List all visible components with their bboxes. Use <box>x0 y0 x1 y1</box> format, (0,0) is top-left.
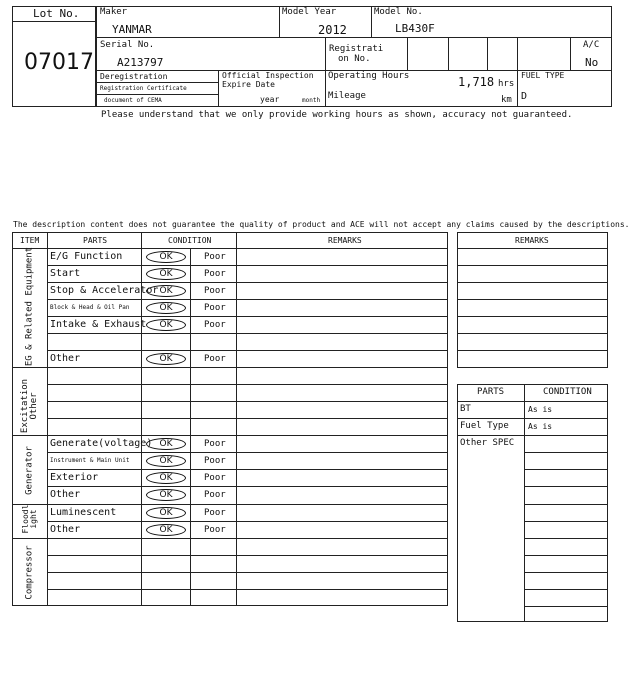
poor-label[interactable]: Poor <box>204 473 226 483</box>
registration-no-label-1: Registrati <box>329 44 384 54</box>
lot-no-value: 07017 <box>24 50 94 75</box>
model-no-label: Model No. <box>374 7 423 17</box>
ok-mark[interactable]: OK <box>146 438 186 450</box>
poor-label[interactable]: Poor <box>204 508 226 518</box>
fuel-type-label: FUEL TYPE <box>521 71 565 80</box>
mileage-label: Mileage <box>328 91 366 101</box>
poor-label[interactable]: Poor <box>204 525 226 535</box>
maker-label: Maker <box>100 7 128 17</box>
poor-label[interactable]: Poor <box>204 286 226 296</box>
ok-mark[interactable]: OK <box>146 319 186 331</box>
header-condition: CONDITION <box>168 236 212 245</box>
poor-label[interactable]: Poor <box>204 269 226 279</box>
lot-no-label: Lot No. <box>33 7 80 20</box>
km-label: km <box>501 95 512 105</box>
part-label: Stop & Accelerator <box>50 285 159 296</box>
ok-mark[interactable]: OK <box>146 268 186 280</box>
ac-label: A/C <box>583 40 600 50</box>
header-remarks: REMARKS <box>328 236 362 245</box>
operating-hours-label: Operating Hours <box>328 71 410 81</box>
poor-label[interactable]: Poor <box>204 252 226 262</box>
maker-value: YANMAR <box>112 23 152 36</box>
deregistration-label: Deregistration <box>100 72 168 81</box>
official-inspection-label-2: Expire Date <box>222 80 275 89</box>
section-generator: Generator <box>24 446 35 495</box>
serial-no-value: A213797 <box>117 56 164 69</box>
ok-mark[interactable]: OK <box>146 524 186 536</box>
ok-mark[interactable]: OK <box>146 251 186 263</box>
part-label: E/G Function <box>50 251 123 262</box>
part-label: Block & Head & Oil Pan <box>50 304 130 311</box>
registration-certificate-label: Registration Certificate <box>100 85 187 92</box>
spec-header-parts: PARTS <box>477 387 505 397</box>
section-eg: EG & Related Equipment <box>24 246 35 367</box>
ok-mark[interactable]: OK <box>146 507 186 519</box>
model-year-label: Model Year <box>282 7 337 17</box>
spec-condition: As is <box>528 422 553 431</box>
ok-mark[interactable]: OK <box>146 302 186 314</box>
fuel-type-value: D <box>521 91 528 102</box>
part-label: Start <box>50 268 81 279</box>
poor-label[interactable]: Poor <box>204 320 226 330</box>
part-label: Generate(voltage) <box>50 438 153 449</box>
part-label: Intake & Exhaust <box>50 319 147 330</box>
part-label: Other <box>50 524 81 535</box>
disclaimer-text: The description content does not guarantee the quality of product and ACE will not accept any claims caused by the descriptions. <box>13 220 630 229</box>
year-label: year <box>260 95 280 104</box>
part-label: Exterior <box>50 472 99 483</box>
operating-hours-value: 1,718 <box>458 75 495 89</box>
poor-label[interactable]: Poor <box>204 456 226 466</box>
section-excitation: Excitation Other <box>20 378 39 434</box>
ac-value: No <box>585 56 599 69</box>
part-label: Instrument & Main Unit <box>50 457 130 464</box>
spec-condition: As is <box>528 405 553 414</box>
header-item: ITEM <box>20 236 40 245</box>
poor-label[interactable]: Poor <box>204 354 226 364</box>
part-label: Luminescent <box>50 507 117 518</box>
month-label: month <box>302 97 321 104</box>
ok-mark[interactable]: OK <box>146 353 186 365</box>
header-parts: PARTS <box>83 236 108 245</box>
document-cema-label: document of CEMA <box>104 97 162 104</box>
official-inspection-label-1: Official Inspection <box>222 71 314 80</box>
model-year-value: 2012 <box>318 23 347 37</box>
spec-part: Other SPEC <box>460 438 515 448</box>
ok-mark[interactable]: OK <box>146 489 186 501</box>
header-remarks-right: REMARKS <box>515 236 549 245</box>
poor-label[interactable]: Poor <box>204 303 226 313</box>
poor-label[interactable]: Poor <box>204 490 226 500</box>
serial-no-label: Serial No. <box>100 40 155 50</box>
section-floodlight: Floodl ight <box>21 504 38 534</box>
poor-label[interactable]: Poor <box>204 439 226 449</box>
hrs-label: hrs <box>498 79 515 89</box>
ok-mark[interactable]: OK <box>146 455 186 467</box>
ok-mark[interactable]: OK <box>146 285 186 297</box>
registration-no-label-2: on No. <box>338 54 371 64</box>
part-label: Other <box>50 489 81 500</box>
accuracy-notice: Please understand that we only provide working hours as shown, accuracy not guaranteed. <box>101 110 573 120</box>
model-no-value: LB430F <box>395 22 435 35</box>
ok-mark[interactable]: OK <box>146 472 186 484</box>
spec-part: Fuel Type <box>460 421 509 431</box>
part-label: Other <box>50 353 81 364</box>
spec-header-condition: CONDITION <box>543 387 592 397</box>
spec-part: BT <box>460 404 471 414</box>
section-compressor: Compressor <box>24 545 35 600</box>
